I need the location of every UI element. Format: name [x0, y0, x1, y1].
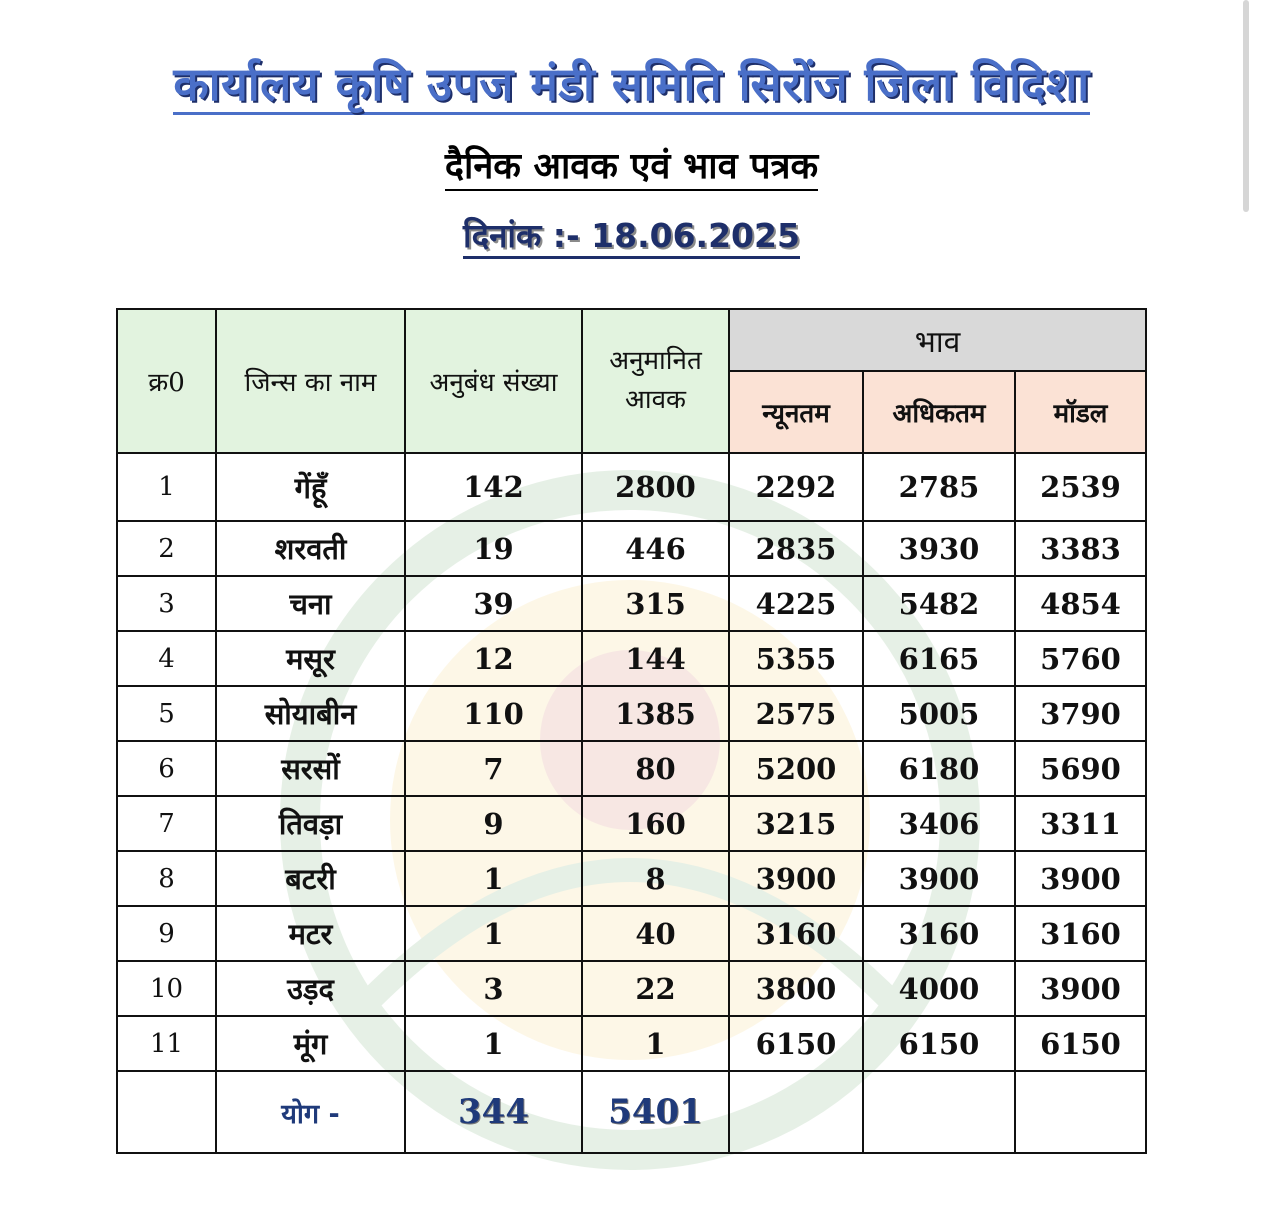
row-max-price: 6150 — [863, 1016, 1015, 1071]
row-sno: 4 — [117, 631, 216, 686]
table-row — [117, 796, 1146, 851]
row-arrival: 2800 — [582, 453, 729, 521]
row-crop-name: बटरी — [216, 851, 405, 906]
row-arrival: 40 — [582, 906, 729, 961]
row-min-price: 6150 — [729, 1016, 863, 1071]
row-sno: 3 — [117, 576, 216, 631]
row-min-price: 4225 — [729, 576, 863, 631]
row-max-price: 5005 — [863, 686, 1015, 741]
row-modal-price: 3900 — [1015, 961, 1146, 1016]
header-price-group: भाव — [729, 309, 1146, 371]
row-max-price: 4000 — [863, 961, 1015, 1016]
row-contracts: 3 — [405, 961, 582, 1016]
row-sno: 5 — [117, 686, 216, 741]
row-arrival: 160 — [582, 796, 729, 851]
row-modal-price: 6150 — [1015, 1016, 1146, 1071]
table-row — [117, 631, 1146, 686]
table-row — [117, 453, 1146, 521]
row-crop-name: उड़द — [216, 961, 405, 1016]
row-max-price: 3930 — [863, 521, 1015, 576]
table-row — [117, 686, 1146, 741]
row-arrival: 144 — [582, 631, 729, 686]
row-crop-name: मूंग — [216, 1016, 405, 1071]
row-crop-name: शरवती — [216, 521, 405, 576]
row-crop-name: चना — [216, 576, 405, 631]
row-modal-price: 3790 — [1015, 686, 1146, 741]
row-sno: 11 — [117, 1016, 216, 1071]
total-min-cell — [729, 1071, 863, 1153]
row-arrival: 22 — [582, 961, 729, 1016]
row-sno: 9 — [117, 906, 216, 961]
total-contracts: 344 — [405, 1071, 582, 1153]
row-modal-price: 3383 — [1015, 521, 1146, 576]
row-sno: 8 — [117, 851, 216, 906]
row-arrival: 315 — [582, 576, 729, 631]
row-contracts: 110 — [405, 686, 582, 741]
row-sno: 2 — [117, 521, 216, 576]
row-min-price: 3160 — [729, 906, 863, 961]
row-min-price: 3800 — [729, 961, 863, 1016]
row-crop-name: तिवड़ा — [216, 796, 405, 851]
total-label: योग - — [216, 1071, 405, 1153]
row-sno: 7 — [117, 796, 216, 851]
row-arrival: 80 — [582, 741, 729, 796]
header-contract-count: अनुबंध संख्या — [405, 309, 582, 453]
row-max-price: 6165 — [863, 631, 1015, 686]
row-modal-price: 2539 — [1015, 453, 1146, 521]
row-crop-name: गेंहूँ — [216, 453, 405, 521]
row-min-price: 2292 — [729, 453, 863, 521]
row-contracts: 7 — [405, 741, 582, 796]
table-row — [117, 851, 1146, 906]
row-modal-price: 5760 — [1015, 631, 1146, 686]
row-contracts: 1 — [405, 906, 582, 961]
row-contracts: 39 — [405, 576, 582, 631]
table-row — [117, 1016, 1146, 1071]
row-modal-price: 4854 — [1015, 576, 1146, 631]
table-row — [117, 576, 1146, 631]
row-min-price: 2835 — [729, 521, 863, 576]
row-max-price: 3406 — [863, 796, 1015, 851]
row-sno: 10 — [117, 961, 216, 1016]
total-modal-cell — [1015, 1071, 1146, 1153]
row-crop-name: सरसों — [216, 741, 405, 796]
row-arrival: 1 — [582, 1016, 729, 1071]
row-arrival: 1385 — [582, 686, 729, 741]
report-date: दिनांक :- 18.06.2025 — [0, 212, 1263, 257]
row-modal-price: 5690 — [1015, 741, 1146, 796]
row-crop-name: मटर — [216, 906, 405, 961]
table-row — [117, 741, 1146, 796]
row-min-price: 3900 — [729, 851, 863, 906]
row-max-price: 6180 — [863, 741, 1015, 796]
row-max-price: 2785 — [863, 453, 1015, 521]
row-sno: 1 — [117, 453, 216, 521]
header-sno: क्र0 — [117, 309, 216, 453]
row-arrival: 446 — [582, 521, 729, 576]
row-min-price: 5355 — [729, 631, 863, 686]
row-min-price: 5200 — [729, 741, 863, 796]
row-sno: 6 — [117, 741, 216, 796]
table-row — [117, 961, 1146, 1016]
row-max-price: 3160 — [863, 906, 1015, 961]
row-contracts: 12 — [405, 631, 582, 686]
total-row — [117, 1071, 1146, 1153]
header-modal-price: मॉडल — [1015, 371, 1146, 453]
arrival-price-table — [116, 308, 1147, 1154]
row-min-price: 2575 — [729, 686, 863, 741]
row-contracts: 9 — [405, 796, 582, 851]
row-min-price: 3215 — [729, 796, 863, 851]
row-max-price: 3900 — [863, 851, 1015, 906]
row-crop-name: सोयाबीन — [216, 686, 405, 741]
report-subtitle: दैनिक आवक एवं भाव पत्रक — [0, 140, 1263, 189]
total-sno-cell — [117, 1071, 216, 1153]
row-modal-price: 3160 — [1015, 906, 1146, 961]
row-contracts: 142 — [405, 453, 582, 521]
row-contracts: 1 — [405, 851, 582, 906]
row-modal-price: 3311 — [1015, 796, 1146, 851]
header-max-price: अधिकतम — [863, 371, 1015, 453]
table-row — [117, 521, 1146, 576]
total-arrival: 5401 — [582, 1071, 729, 1153]
row-crop-name: मसूर — [216, 631, 405, 686]
row-max-price: 5482 — [863, 576, 1015, 631]
row-contracts: 1 — [405, 1016, 582, 1071]
office-title: कार्यालय कृषि उपज मंडी समिति सिरोंज जिला विदिशा — [0, 52, 1263, 114]
total-max-cell — [863, 1071, 1015, 1153]
row-arrival: 8 — [582, 851, 729, 906]
table-row — [117, 906, 1146, 961]
row-contracts: 19 — [405, 521, 582, 576]
row-modal-price: 3900 — [1015, 851, 1146, 906]
header-min-price: न्यूनतम — [729, 371, 863, 453]
header-crop-name: जिन्स का नाम — [216, 309, 405, 453]
header-estimated-arrival: अनुमानित आवक — [582, 309, 729, 453]
